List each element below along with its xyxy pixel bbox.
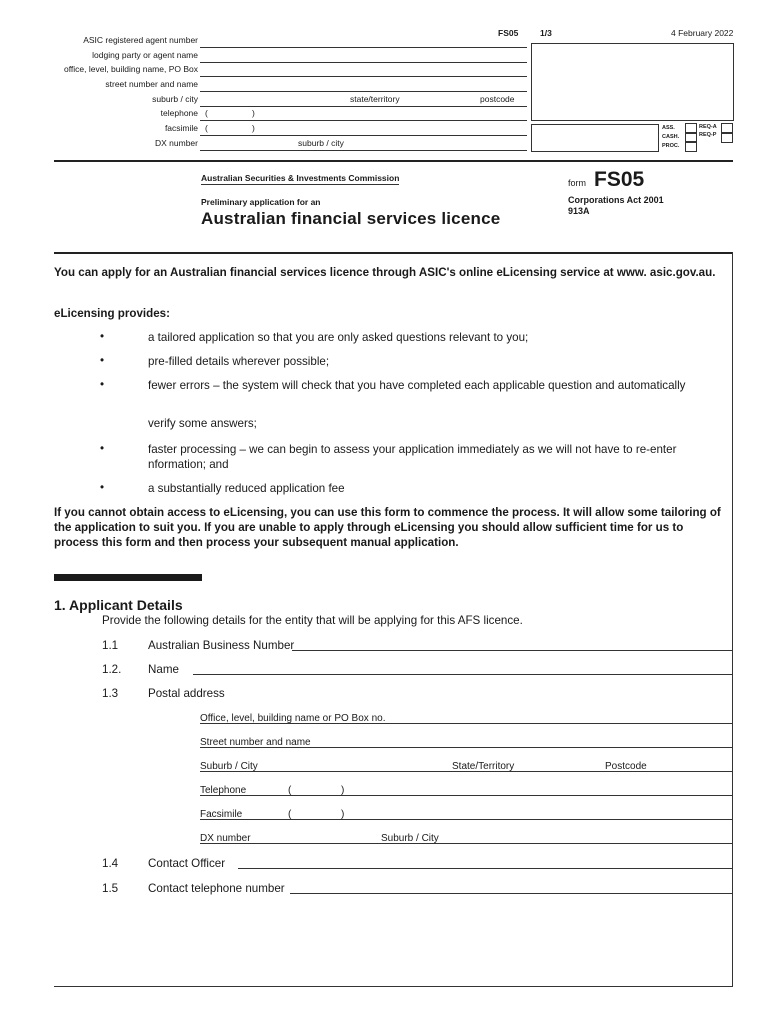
- agent-office-label: office, level, building name, PO Box: [63, 64, 198, 74]
- proc-checkbox[interactable]: [685, 141, 697, 152]
- postal-telephone-label: Telephone: [200, 785, 247, 796]
- agent-postcode-label: postcode: [480, 94, 515, 104]
- agent-telephone-field[interactable]: [200, 120, 527, 121]
- contact-telephone-field[interactable]: [290, 893, 732, 894]
- agent-street-field[interactable]: [200, 91, 527, 92]
- item-1-3-label: Postal address: [148, 687, 225, 700]
- postal-facsimile-field[interactable]: [200, 819, 732, 820]
- header-page-number: 1/3: [540, 28, 552, 38]
- req-a-label: REQ-A: [699, 124, 717, 130]
- ass-label: ASS.: [662, 125, 675, 131]
- agent-telephone-open-paren: (: [205, 108, 208, 118]
- commission-name: Australian Securities & Investments Commission: [201, 173, 400, 183]
- cash-label: CASH.: [662, 134, 680, 140]
- postal-telephone-field[interactable]: [200, 795, 732, 796]
- form-word: form: [568, 178, 586, 188]
- agent-suburb-field[interactable]: [200, 106, 527, 107]
- postal-facsimile-close-paren: ): [341, 809, 345, 820]
- postal-postcode-label: Postcode: [605, 761, 647, 772]
- postal-street-field[interactable]: [200, 747, 732, 748]
- agent-facsimile-open-paren: (: [205, 123, 208, 133]
- item-1-2-number: 1.2.: [102, 663, 122, 676]
- bullet-1: a tailored application so that you are only asked questions relevant to you;: [148, 331, 529, 344]
- agent-office-field[interactable]: [200, 76, 527, 77]
- agent-dx-label: DX number: [155, 138, 198, 148]
- proc-label: PROC.: [662, 143, 680, 149]
- agent-number-field[interactable]: [200, 47, 527, 48]
- agent-facsimile-field[interactable]: [200, 135, 527, 136]
- header-form-code: FS05: [498, 28, 519, 38]
- act-section: 913A: [568, 206, 590, 216]
- bullet-4-marker: •: [100, 442, 105, 455]
- section-marker-bar: [54, 574, 202, 581]
- bullet-4: faster processing – we can begin to assess your application immediately as we will not have to re-enter nformation; and: [148, 443, 677, 471]
- agent-state-label: state/territory: [350, 94, 400, 104]
- req-p-label: REQ-P: [699, 132, 717, 138]
- office-use-box: [531, 124, 659, 152]
- agent-number-label: ASIC registered agent number: [83, 35, 198, 45]
- postal-office-label: Office, level, building name or PO Box no.: [200, 713, 386, 724]
- act-name: Corporations Act 2001: [568, 195, 664, 205]
- item-1-1-label: Australian Business Number: [148, 639, 295, 652]
- agent-facsimile-close-paren: ): [252, 123, 255, 133]
- bullet-3: fewer errors – the system will check that you have completed each applicable question and automatically: [148, 379, 686, 392]
- postal-dx-field[interactable]: [200, 843, 732, 844]
- agent-dx-suburb-label: suburb / city: [298, 138, 344, 148]
- agent-dx-field[interactable]: [200, 150, 527, 151]
- req-p-checkbox[interactable]: [721, 132, 733, 143]
- item-1-3-number: 1.3: [102, 687, 119, 700]
- bullet-5-marker: •: [100, 481, 105, 494]
- lodgement-stamp-box: [531, 43, 734, 121]
- page-title: Australian financial services licence: [201, 209, 501, 228]
- postal-suburb-label: Suburb / City: [200, 761, 258, 772]
- header-separator: [54, 160, 733, 162]
- bullet-2: pre-filled details wherever possible;: [148, 355, 330, 368]
- lodging-party-label: lodging party or agent name: [92, 50, 198, 60]
- agent-suburb-label: suburb / city: [152, 94, 198, 104]
- form-code-large: FS05: [594, 168, 645, 191]
- bullet-1-marker: •: [100, 330, 105, 343]
- preliminary-text: Preliminary application for an: [201, 197, 321, 207]
- item-1-5-label: Contact telephone number: [148, 882, 285, 895]
- name-field[interactable]: [193, 674, 732, 675]
- bullet-3-continued: verify some answers;: [148, 417, 257, 430]
- body-right-border: [732, 252, 733, 987]
- postal-dx-suburb-label: Suburb / City: [381, 833, 439, 844]
- postal-facsimile-label: Facsimile: [200, 809, 243, 820]
- intro-closing: If you cannot obtain access to eLicensing, you can use this form to commence the process. It will allow some tailoring of the application to suit you. If you are unable to apply through eLicensing you should allow sufficient time for us to process this form and then process your subsequent manual application.: [54, 506, 721, 549]
- postal-street-label: Street number and name: [200, 737, 311, 748]
- postal-suburb-field[interactable]: [200, 771, 732, 772]
- section-1-subheading: Provide the following details for the entity that will be applying for this AFS licence.: [102, 614, 523, 627]
- item-1-4-number: 1.4: [102, 857, 119, 870]
- postal-telephone-open-paren: (: [288, 785, 292, 796]
- intro-lead: You can apply for an Australian financial services licence through ASIC's online eLicensing service at www. asic.gov.au.: [54, 266, 716, 279]
- agent-telephone-label: telephone: [160, 108, 198, 118]
- contact-officer-field[interactable]: [238, 868, 732, 869]
- postal-dx-label: DX number: [200, 833, 251, 844]
- agent-facsimile-label: facsimile: [164, 123, 198, 133]
- postal-state-label: State/Territory: [452, 761, 515, 772]
- agent-telephone-close-paren: ): [252, 108, 255, 118]
- bullet-5: a substantially reduced application fee: [148, 482, 345, 495]
- lodging-party-field[interactable]: [200, 62, 527, 63]
- bullet-2-marker: •: [100, 354, 105, 367]
- body-bottom-border: [54, 986, 733, 987]
- item-1-2-label: Name: [148, 663, 179, 676]
- item-1-4-label: Contact Officer: [148, 857, 226, 870]
- body-top-border: [54, 252, 733, 254]
- header-date: 4 February 2022: [671, 28, 734, 38]
- elicensing-provides: eLicensing provides:: [54, 307, 170, 320]
- postal-office-field[interactable]: [200, 723, 732, 724]
- abn-field[interactable]: [292, 650, 732, 651]
- section-1-heading: 1. Applicant Details: [54, 597, 183, 613]
- postal-telephone-close-paren: ): [341, 785, 345, 796]
- item-1-1-number: 1.1: [102, 639, 119, 652]
- postal-facsimile-open-paren: (: [288, 809, 292, 820]
- bullet-3-marker: •: [100, 378, 105, 391]
- agent-street-label: street number and name: [105, 79, 198, 89]
- item-1-5-number: 1.5: [102, 882, 119, 895]
